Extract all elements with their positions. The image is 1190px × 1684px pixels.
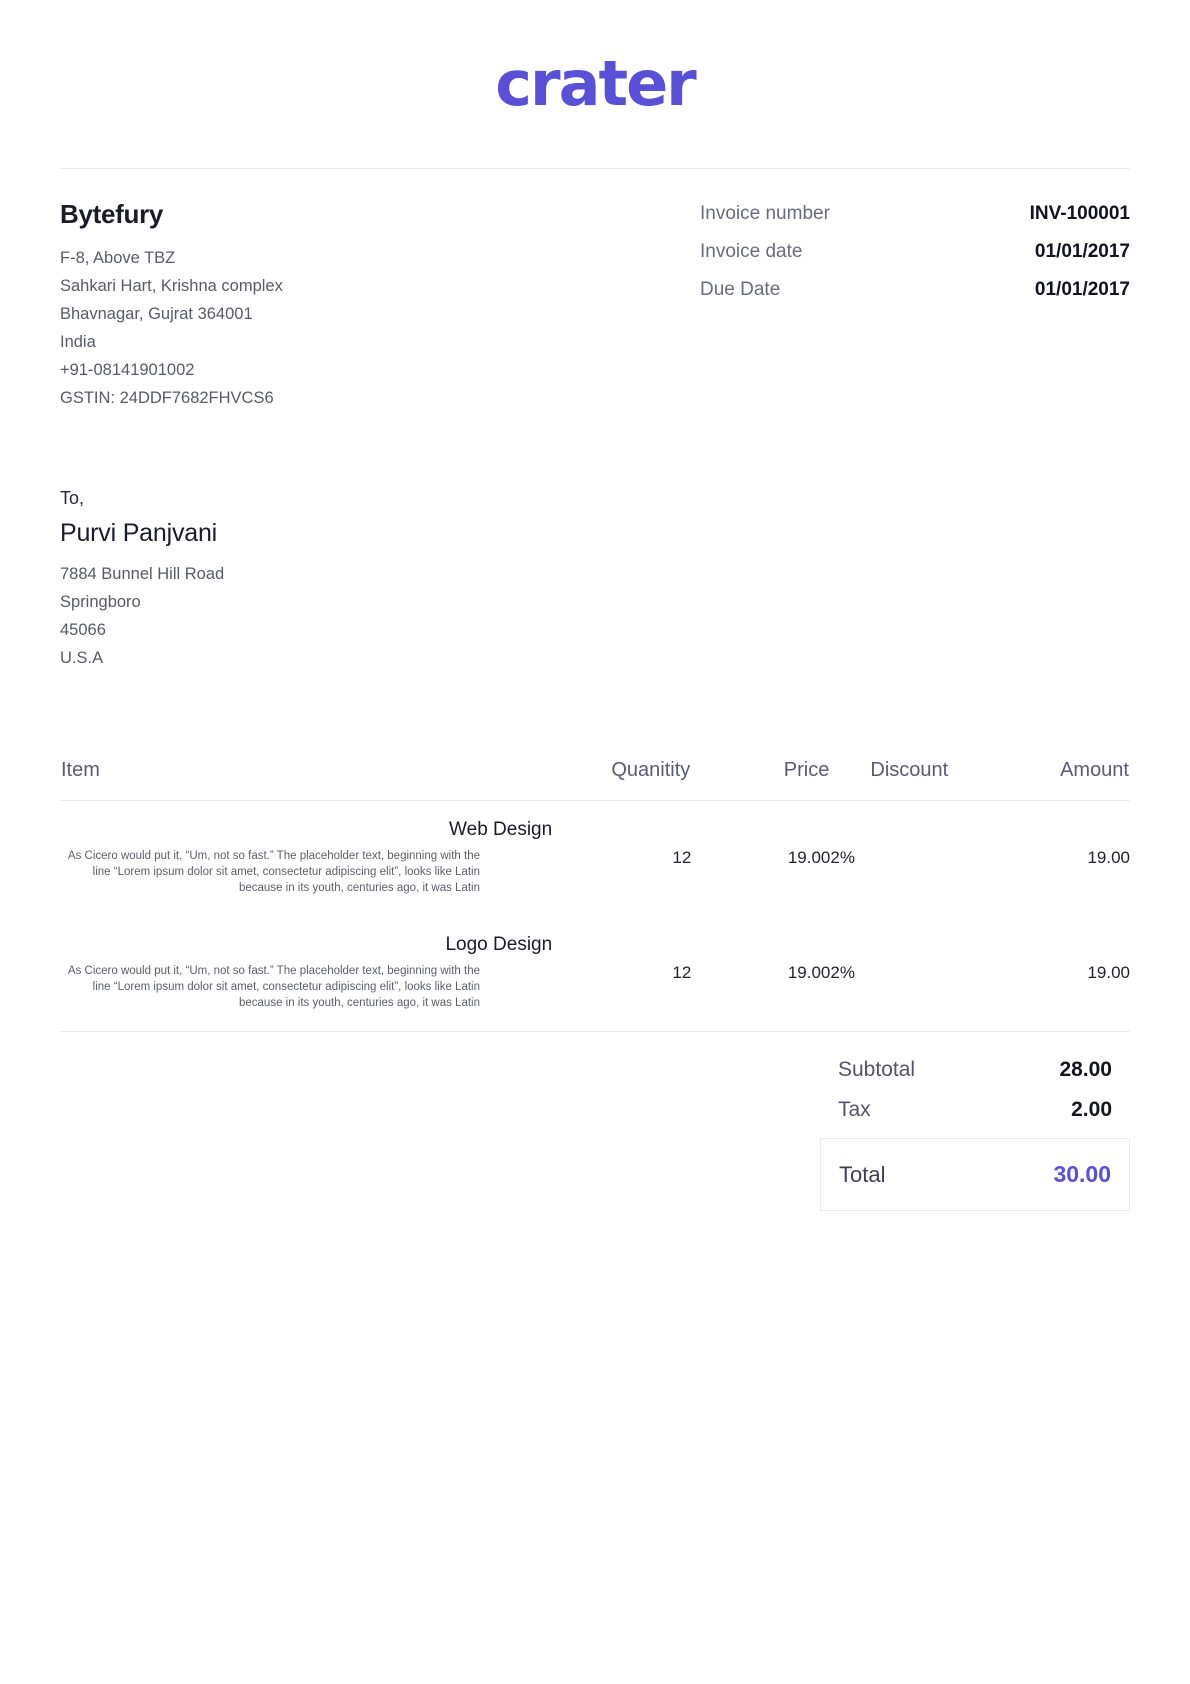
- company-address-line: Bhavnagar, Gujrat 364001: [60, 305, 253, 323]
- company-address-line: India: [60, 333, 96, 351]
- bill-to-name: Purvi Panjvani: [60, 519, 218, 547]
- company-gstin: GSTIN: 24DDF7682FHVCS6: [60, 389, 274, 407]
- item-amount: 19.00: [1087, 847, 1130, 867]
- column-header-discount: Discount: [830, 758, 980, 801]
- invoice-date-row: [700, 241, 1130, 263]
- item-description: As Cicero would put it, “Um, not so fast.” The placeholder text, beginning with the line “Lorem ipsum dolor sit amet, consectetur adipiscing elit”, looks like Latin because in its youth, centuries ago, it was Latin: [67, 850, 480, 894]
- tax-label: Tax: [838, 1098, 871, 1121]
- item-name: Web Design: [449, 819, 553, 840]
- totals-inner: [820, 1058, 1130, 1211]
- bill-to-block: [60, 488, 1130, 672]
- items-table-body: [60, 801, 1130, 1032]
- item-name: Logo Design: [445, 934, 553, 955]
- bill-to-address-line: Springboro: [60, 593, 141, 611]
- company-phone: +91-08141901002: [60, 361, 195, 379]
- item-discount: 2%: [830, 916, 980, 1032]
- bill-to-label: To,: [60, 488, 85, 508]
- due-date-value: 01/01/2017: [1034, 279, 1130, 300]
- invoice-date-value: 01/01/2017: [1034, 241, 1130, 262]
- logo-text: crater: [495, 47, 695, 120]
- subtotal-row: [820, 1058, 1130, 1082]
- items-table: [60, 758, 1130, 1032]
- subtotal-value: 28.00: [1059, 1058, 1112, 1081]
- item-cell: [60, 801, 552, 917]
- company-address-line: F-8, Above TBZ: [60, 249, 176, 267]
- company-name: Bytefury: [60, 199, 164, 229]
- invoice-number-row: [700, 203, 1130, 225]
- table-row: [60, 916, 1130, 1032]
- item-amount: 19.00: [980, 916, 1130, 1032]
- column-header-quantity: Quanitity: [552, 758, 691, 801]
- item-quantity: 12: [672, 847, 692, 867]
- invoice-number-value: INV-100001: [1029, 203, 1130, 224]
- brand-logo: [60, 0, 1130, 168]
- items-header-row: [60, 758, 1130, 801]
- item-cell: [60, 916, 552, 1032]
- column-header-amount: Amount: [980, 758, 1130, 801]
- bill-to-address-line: 7884 Bunnel Hill Road: [60, 565, 225, 583]
- item-quantity: 12: [552, 916, 691, 1032]
- total-label: Total: [839, 1162, 886, 1187]
- tax-row: [820, 1098, 1130, 1122]
- invoice-meta: [700, 199, 1130, 412]
- tax-value: 2.00: [1071, 1098, 1112, 1121]
- totals-block: [60, 1058, 1130, 1211]
- bill-to-address: [60, 560, 1130, 672]
- company-block: [60, 199, 283, 412]
- bill-to-address-line: U.S.A: [60, 649, 104, 667]
- column-header-item: Item: [60, 758, 552, 801]
- item-discount: 2%: [830, 847, 855, 867]
- item-price: 19.00: [691, 916, 830, 1032]
- bill-to-address-line: 45066: [60, 621, 106, 639]
- column-header-price: Price: [691, 758, 830, 801]
- invoice-header: [60, 169, 1130, 412]
- due-date-row: [700, 279, 1130, 301]
- invoice-number-label: Invoice number: [700, 203, 830, 224]
- total-value: 30.00: [1053, 1161, 1111, 1187]
- invoice-date-label: Invoice date: [700, 241, 803, 262]
- item-description: As Cicero would put it, “Um, not so fast.” The placeholder text, beginning with the line “Lorem ipsum dolor sit amet, consectetur adipiscing elit”, looks like Latin because in its youth, centuries ago, it was Latin: [67, 965, 480, 1009]
- item-price: 19.00: [787, 847, 831, 867]
- subtotal-label: Subtotal: [838, 1058, 916, 1081]
- due-date-label: Due Date: [700, 279, 781, 300]
- company-address: [60, 244, 283, 412]
- table-row: [60, 801, 1130, 917]
- total-row: [820, 1138, 1130, 1211]
- company-address-line: Sahkari Hart, Krishna complex: [60, 277, 283, 295]
- items-table-head: [60, 758, 1130, 801]
